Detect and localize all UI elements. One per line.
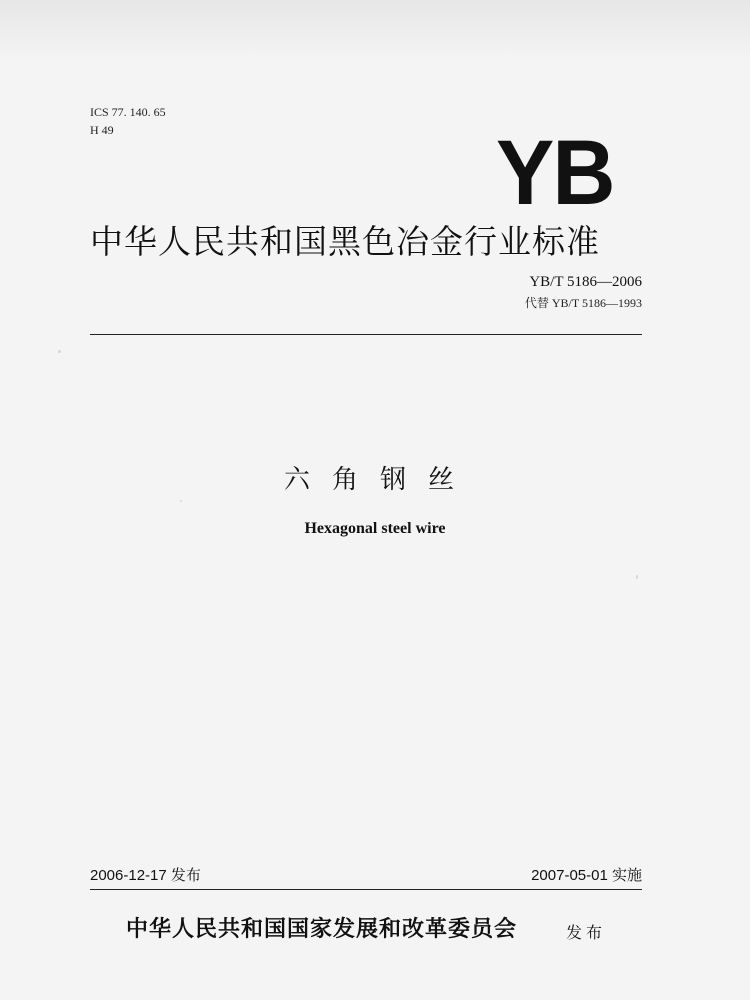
standard-category-title: 中华人民共和国黑色冶金行业标准 <box>90 222 600 261</box>
standard-number: YB/T 5186—2006 <box>529 274 642 290</box>
footer-divider <box>90 889 642 890</box>
standard-logo: YB <box>496 122 614 224</box>
scan-speck <box>180 500 182 502</box>
scan-speck <box>636 575 638 579</box>
document-title-english: Hexagonal steel wire <box>304 520 446 537</box>
scan-speck <box>58 350 61 353</box>
document-title-chinese: 六角钢丝 <box>283 465 476 495</box>
implementation-date: 2007-05-01 实施 <box>531 867 642 884</box>
issuing-authority: 中华人民共和国国家发展和改革委员会 <box>126 917 518 942</box>
classification-codes <box>90 103 166 139</box>
replaces-standard: 代替 YB/T 5186—1993 <box>524 296 642 310</box>
issue-date: 2006-12-17 发布 <box>90 867 201 884</box>
ics-code: ICS 77. 140. 65 <box>90 105 166 119</box>
ccs-code: H 49 <box>90 123 114 137</box>
issuing-action: 发布 <box>566 923 607 942</box>
header-divider <box>90 334 642 335</box>
scan-shading <box>0 0 750 60</box>
